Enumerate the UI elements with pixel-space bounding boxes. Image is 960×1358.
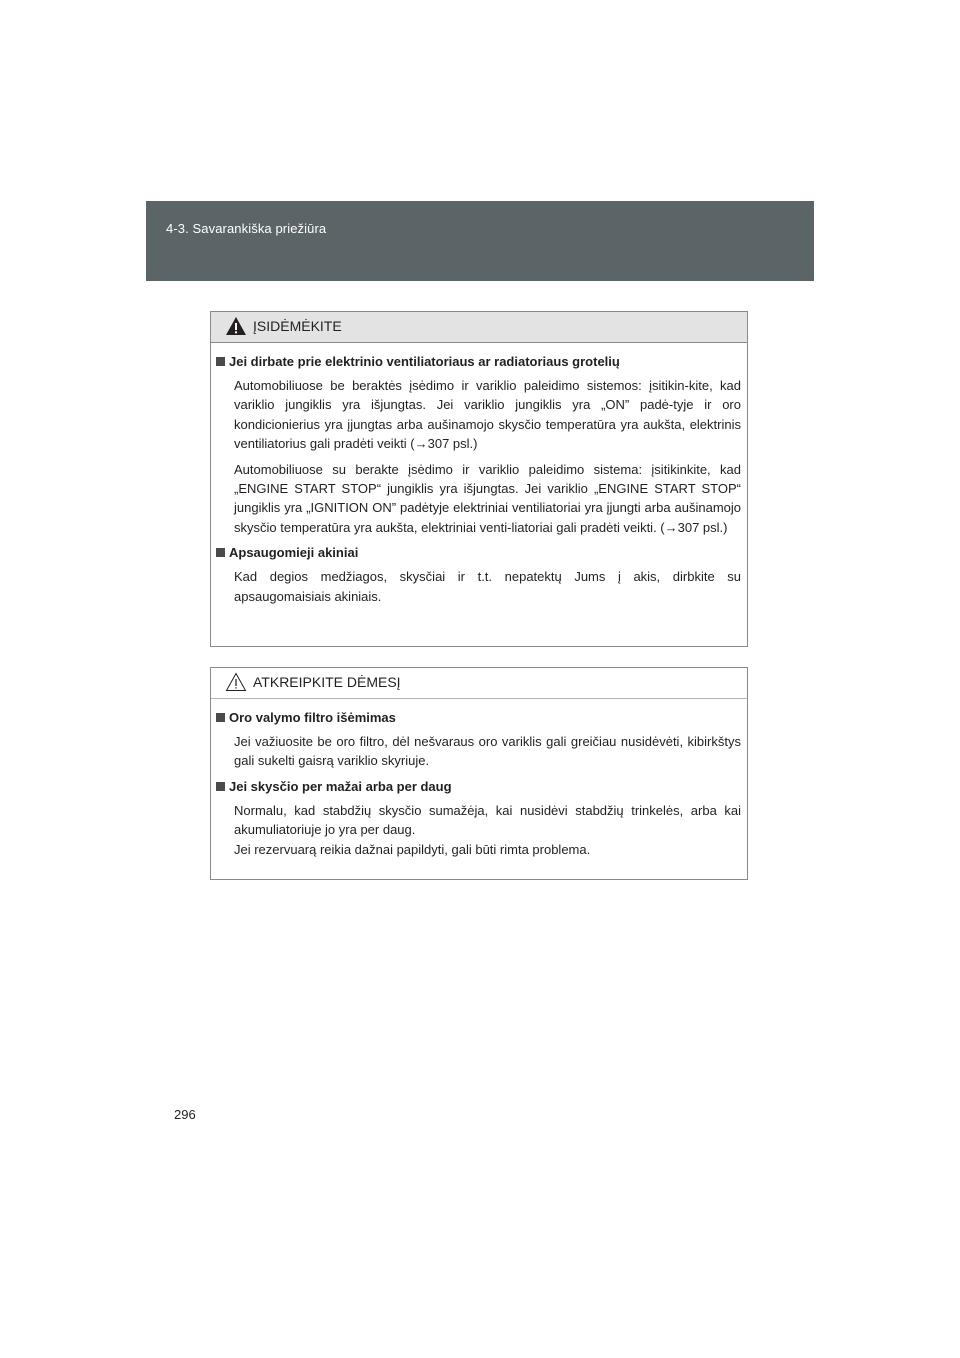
notice-title: ATKREIPKITE DĖMESĮ xyxy=(253,674,401,690)
warning-triangle-icon xyxy=(225,316,247,336)
caution-box xyxy=(210,311,748,647)
notice-item-heading: Jei skysčio per mažai arba per daug xyxy=(216,777,741,796)
caution-item-heading: Apsaugomieji akiniai xyxy=(216,543,741,562)
notice-paragraph: Jei rezervuarą reikia dažnai papildyti, gali būti rimta problema. xyxy=(234,841,591,857)
notice-box-header xyxy=(211,668,747,699)
notice-box xyxy=(210,667,748,880)
notice-item-heading: Oro valymo filtro išėmimas xyxy=(216,708,741,727)
caution-paragraph: Kad degios medžiagos, skysčiai ir t.t. nepatektų Jums į akis, dirbkite su apsaugomaisiais akiniais. xyxy=(234,569,741,604)
square-bullet-icon xyxy=(216,713,225,722)
square-bullet-icon xyxy=(216,548,225,557)
square-bullet-icon xyxy=(216,357,225,366)
caution-item-heading: Jei dirbate prie elektrinio ventiliatoriaus ar radiatoriaus grotelių xyxy=(216,352,741,371)
caution-paragraph: Automobiliuose su berakte įsėdimo ir variklio paleidimo sistema: įsitikinkite, kad „ENGINE START STOP“ jungiklis yra išjungtas. Jei variklio „ENGINE START STOP“ jungiklis yra „IGNITION ON” padėtyje elektriniai ventiliatoriai yra įjungti arba aušinamojo skysčio temperatūra yra aukšta, elektriniai venti-liatoriai gali pradėti veikti. (→307 psl.) xyxy=(234,461,741,535)
page-number: 296 xyxy=(174,1107,196,1122)
caution-title: ĮSIDĖMĖKITE xyxy=(253,318,342,334)
caution-paragraph: Automobiliuose be beraktės įsėdimo ir variklio paleidimo sistemos: įsitikin-kite, kad variklio jungiklis yra išjungtas. Jei variklio jungiklis yra „ON” padė-tyje ir oro kondicionierius yra įjungtas arba aušinamojo skysčio temperatūra yra aukšta, elektrinis ventiliatorius gali pradėti veikti (→307 psl.) xyxy=(234,378,741,452)
warning-triangle-outline-icon xyxy=(225,672,247,692)
section-header-bar xyxy=(146,201,814,281)
caution-box-header xyxy=(211,312,747,343)
notice-paragraph: Normalu, kad stabdžių skysčio sumažėja, kai nusidėvi stabdžių trinkelės, arba kai akumuliatoriuje jo yra per daug. xyxy=(234,802,741,838)
section-title: 4-3. Savarankiška priežiūra xyxy=(166,221,327,236)
notice-paragraph: Jei važiuosite be oro filtro, dėl nešvaraus oro variklis gali greičiau nusidėvėti, kibirkštys gali sukelti gaisrą variklio skyriuje. xyxy=(234,734,741,769)
square-bullet-icon xyxy=(216,782,225,791)
